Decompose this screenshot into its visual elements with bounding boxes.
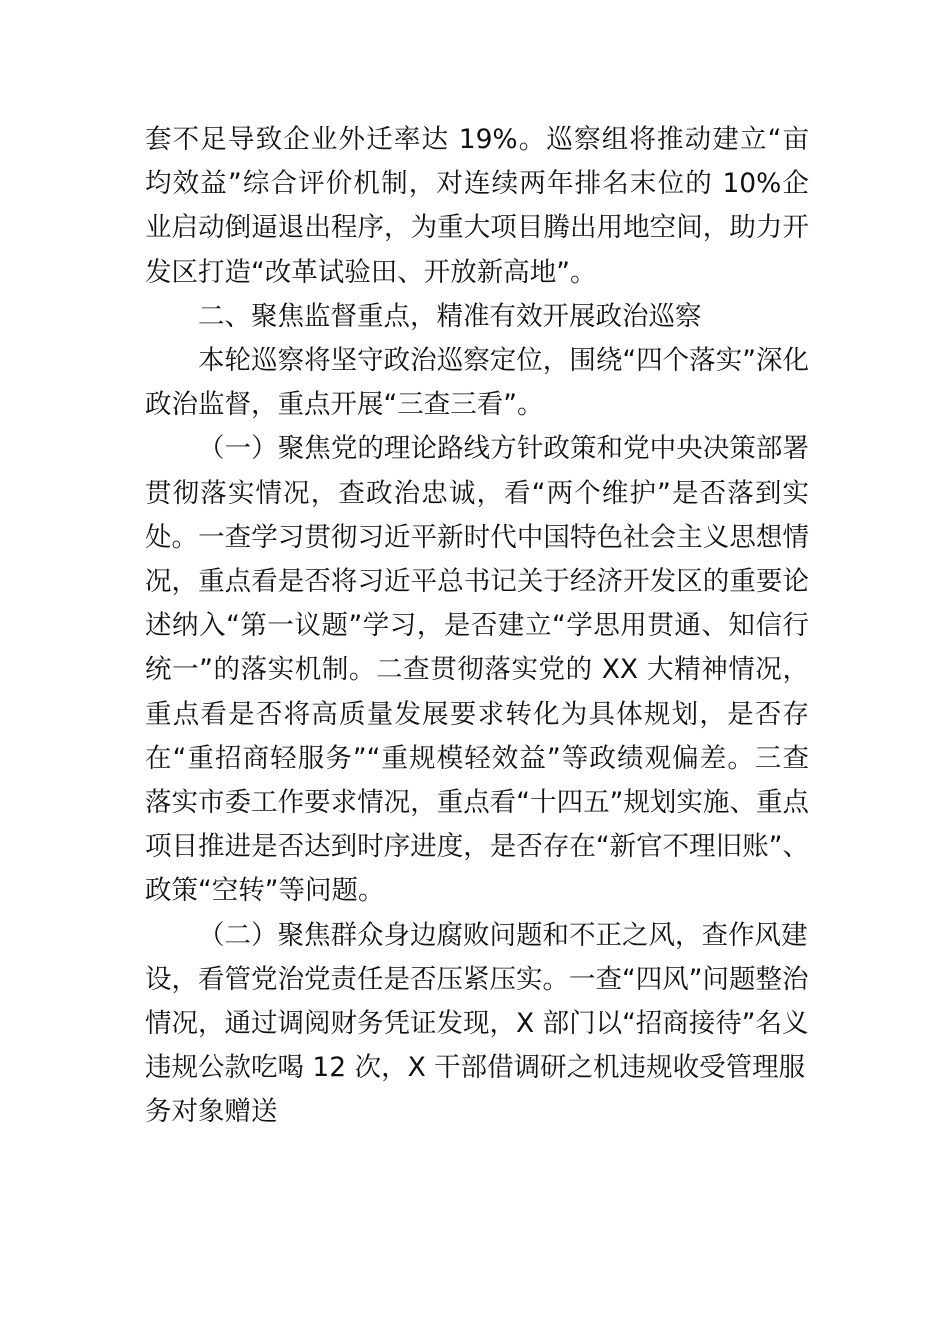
paragraph-subsection-2: （二）聚焦群众身边腐败问题和不正之风，查作风建设，看管党治党责任是否压紧压实。一查“四风”问题整治情况，通过调阅财务凭证发现，X 部门以“招商接待”名义违规公款吃喝 12 次，X 干部借调研之机违规收受管理服务对象赠送 [145, 919, 809, 1128]
section-heading: 二、聚焦监督重点，精准有效开展政治巡察 [198, 300, 702, 332]
document-body [145, 118, 809, 1135]
paragraph: 本轮巡察将坚守政治巡察定位，围绕“四个落实”深化政治监督，重点开展“三查三看”。 [145, 345, 809, 421]
paragraph-subsection-1: （一）聚焦党的理论路线方针政策和党中央决策部署贯彻落实情况，查政治忠诚，看“两个维护”是否落到实处。一查学习贯彻习近平新时代中国特色社会主义思想情况，重点看是否将习近平总书记关于经济开发区的重要论述纳入“第一议题”学习，是否建立“学思用贯通、知信行统一”的落实机制。二查贯彻落实党的 XX 大精神情况，重点看是否将高质量发展要求转化为具体规划，是否存在“重招商轻服务”“重规模轻效益”等政绩观偏差。三查落实市委工作要求情况，重点看“十四五”规划实施、重点项目推进是否达到时序进度，是否存在“新官不理旧账”、政策“空转”等问题。 [145, 433, 809, 907]
paragraph-continuation: 套不足导致企业外迁率达 19%。巡察组将推动建立“亩均效益”综合评价机制，对连续两年排名末位的 10%企业启动倒逼退出程序，为重大项目腾出用地空间，助力开发区打造“改革试验田、开放新高地”。 [145, 124, 809, 288]
